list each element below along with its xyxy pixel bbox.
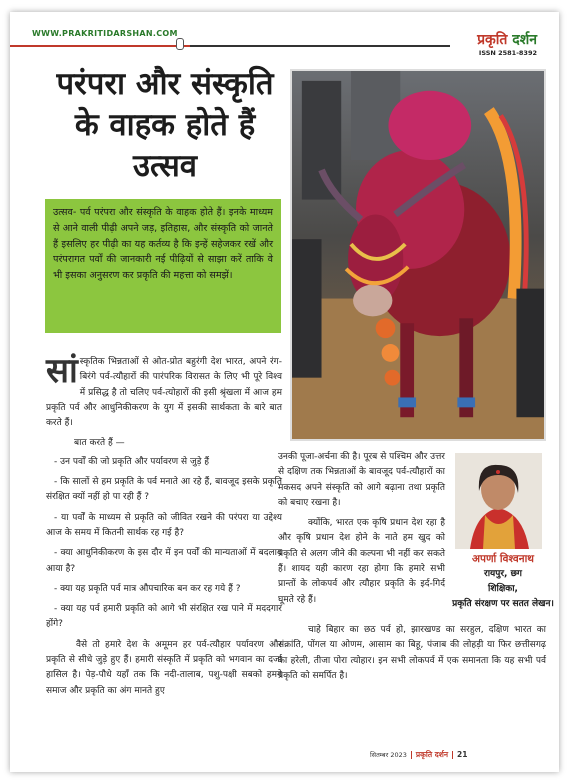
question-2: - कि सालों से हम प्रकृति के पर्व मनाते आ रहे हैं, बावजूद इसके प्रकृति संरक्षित क्यों नहीं हो पा रही हैं ?: [46, 477, 282, 503]
magazine-brand: [477, 30, 537, 49]
footer-brand: प्रकृति दर्शन: [415, 750, 448, 759]
brand-part-1: प्रकृति: [477, 32, 513, 48]
pin-icon: [176, 38, 184, 50]
question-3: - या पर्वों के माध्यम से प्रकृति को जीवित रखने की परंपरा या उद्देश्य आज के समय में कितनी सार्थक रह गई है?: [46, 512, 282, 538]
footer-separator: [411, 751, 412, 759]
author-role: शिक्षिका,: [488, 584, 518, 594]
footer-separator: [452, 751, 453, 759]
author-place: रायपुर, छग: [484, 569, 522, 579]
page-number: 21: [456, 750, 468, 759]
question-1: - उन पर्वों की जो प्रकृति और पर्यावरण से जुड़े हैं: [54, 456, 210, 467]
author-name: अपर्णा विश्वनाथ: [471, 553, 535, 565]
brand-part-2: दर्शन: [512, 32, 537, 48]
body-column-2: [278, 450, 445, 613]
issn-number: ISSN 2581-8392: [478, 49, 537, 57]
opening-paragraph: [46, 351, 282, 431]
magazine-page: [10, 12, 559, 772]
dropcap: सां: [46, 351, 78, 391]
col2-paragraph-1: उनकी पूजा-अर्चना की है। पूरब से पश्चिम और उत्तर से दक्षिण तक भिन्नताओं के बावजूद पर्व-त्यौहारों का मकसद अपने संस्कृति को आगे बढ़ाना तथा प्रकृति को बचाए रखना है।: [278, 452, 445, 508]
col3-paragraph: चाहे बिहार का छठ पर्व हो, झारखण्ड का सरहुल, दक्षिण भारत का संक्रांति, पोंगल या ओणम, आसाम का बिहू, पंजाब की लोहड़ी या फिर छत्तीसगढ़ का हरेली, तीजा पोरा त्योहार। इन सभी लोकपर्व में एक समानता कि यह सभी पर्व प्रकृति को समर्पित है।: [278, 625, 546, 681]
decorated-bull-image: [292, 71, 544, 439]
website-url[interactable]: WWW.PRAKRITIDARSHAN.COM: [32, 29, 178, 38]
issue-date: सितम्बर 2023: [370, 751, 407, 759]
col2-paragraph-2: क्योंकि, भारत एक कृषि प्रधान देश रहा है और कृषि प्रधान देश होने के नाते हम खुद को प्रकृति से अलग जीने की कल्पना भी नहीं कर सकते हैं। शायद यही कारण रहा होगा कि हमारे सभी प्रान्तों के लोकपर्व और त्यौहार प्रकृति के इर्द-गिर्द घूमते रहे हैं।: [278, 518, 445, 605]
question-4: - क्या आधुनिकीकरण के इस दौर में इन पर्वों की मान्यताओं में बदलाव आया है?: [46, 548, 282, 574]
questions-intro: बात करते हैं —: [74, 438, 125, 449]
author-description: प्रकृति संरक्षण पर सतत लेखन।: [452, 599, 554, 609]
header-rule-dark: [190, 45, 450, 47]
question-5: - क्या यह प्रकृति पर्व मात्र औपचारिक बन कर रह गये हैं ?: [54, 583, 241, 594]
highlight-box: उत्सव- पर्व परंपरा और संस्कृति के वाहक होते हैं। इनके माध्यम से आने वाली पीढ़ी अपने जड़, इतिहास, और संस्कृति को जानते हैं इसलिए हर पीढ़ी का यह कर्तव्य है कि इन्हें सहेजकर रखें और परंपरागत पर्वों की जानकारी नई पीढ़ियों से साझा करें ताकि वे भी इसका अनुसरण कर प्रकृति की महत्ता को समझें।: [45, 199, 281, 333]
question-6: - क्या यह पर्व हमारी प्रकृति को आगे भी संरक्षित रख पाने में मददगार होंगे?: [46, 604, 282, 630]
article-title: परंपरा और संस्कृति के वाहक होते हैं उत्सव: [56, 66, 274, 184]
page-footer: [370, 750, 556, 760]
body-column-1: [46, 351, 282, 704]
para-2: वैसे तो हमारे देश के अमूमन हर पर्व-त्यौहार पर्यावरण और प्रकृति से सीधे जुड़े हुए हैं। हमारी संस्कृति में प्रकृति को भगवान का दर्जा हासिल है। पेड़-पौधे यहाँ तक कि नदी-तालाब, पशु-पक्षी सबको हमने समाज और प्रकृति का अंग मानते हुए: [46, 639, 282, 696]
author-photo: [455, 453, 542, 549]
bull-photo: [290, 69, 546, 441]
para-1: स्कृतिक भिन्नताओं से ओत-प्रोत बहुरंगी देश भारत, अपने रंग-बिरंगे पर्व-त्यौहारों की पारंपरिक विरासत के लिए भी पूरे विश्व में प्रसिद्ध है तो चलिए पर्व-त्योहारों की इसी श्रृंखला में आज हम प्रकृति पर्व और आधुनिकीकरण के युग में इसकी सार्थकता के बारे बात करते हैं।: [46, 357, 282, 429]
author-portrait: [455, 453, 542, 549]
